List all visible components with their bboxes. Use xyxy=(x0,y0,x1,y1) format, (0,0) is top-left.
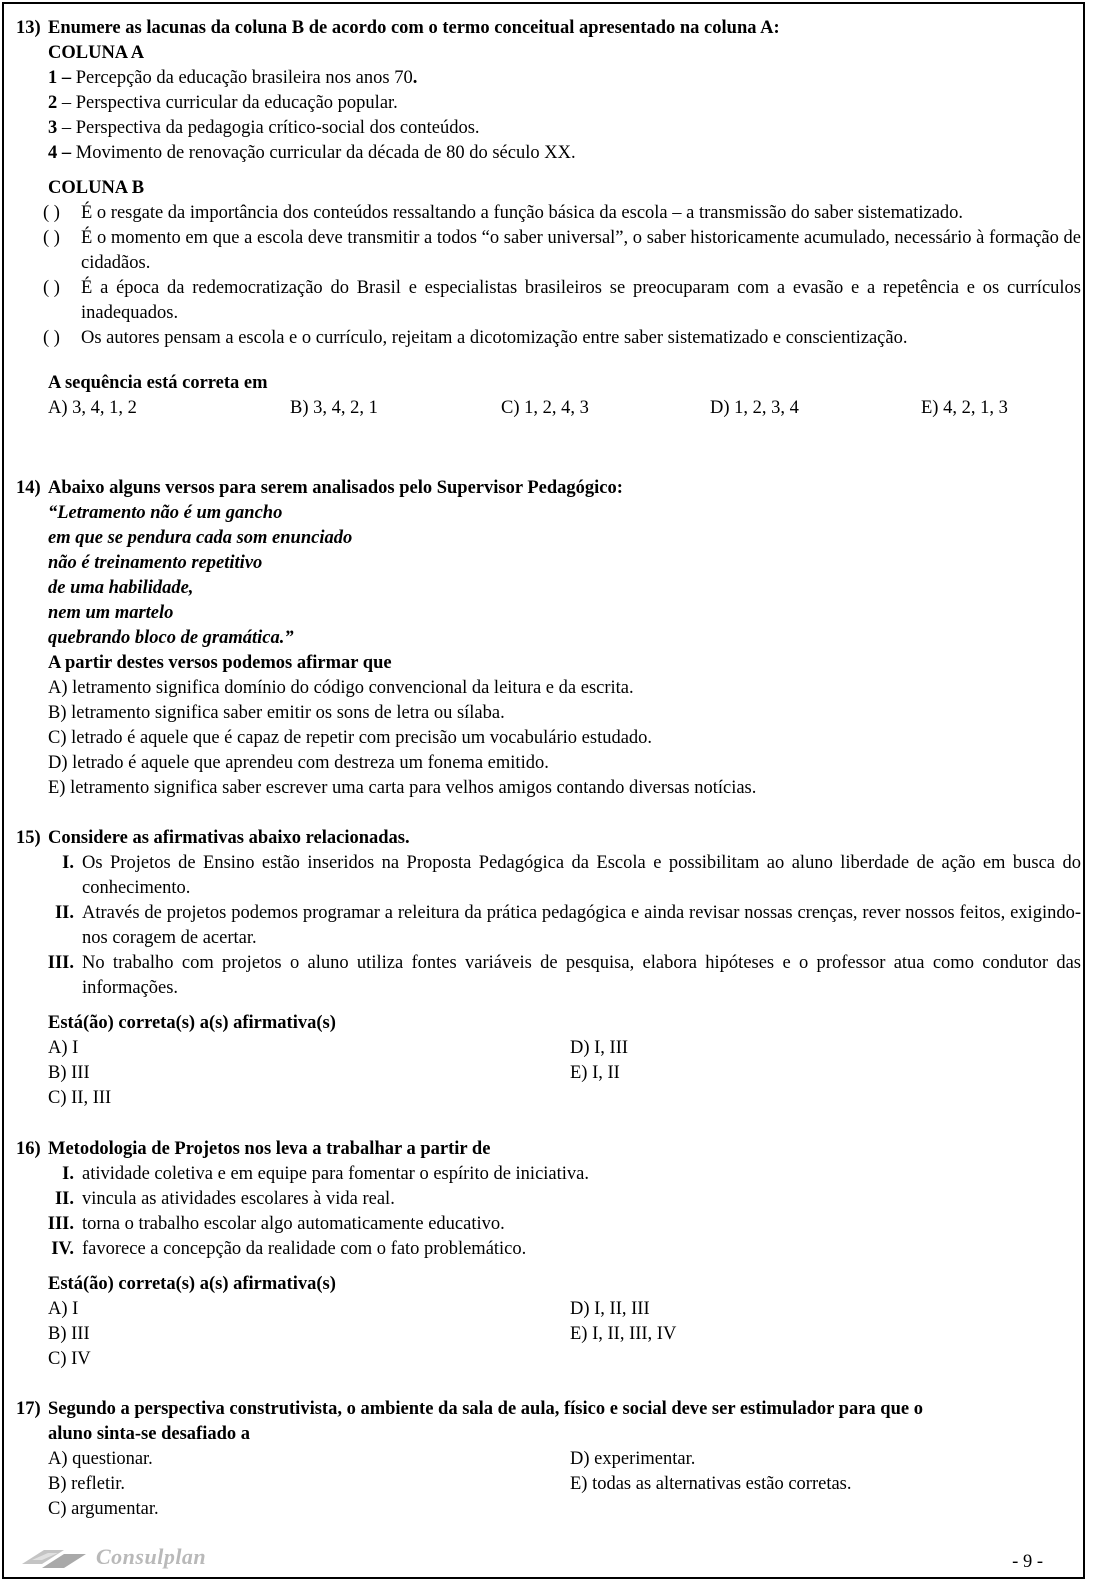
question-15-lead: Está(ão) correta(s) a(s) afirmativa(s) xyxy=(48,1013,336,1033)
question-15-options xyxy=(16,1036,1081,1111)
question-17-stem-cont: aluno sinta-se desafiado a xyxy=(48,1424,250,1444)
question-13 xyxy=(16,16,1081,421)
statement-iii: III. torna o trabalho escolar algo automaticamente educativo. xyxy=(47,1214,505,1234)
question-16 xyxy=(16,1137,1081,1372)
question-17 xyxy=(16,1397,1081,1522)
exam-page xyxy=(2,2,1085,1579)
option-e[interactable]: E) 4, 2, 1, 3 xyxy=(921,398,1008,418)
question-16-stem: 16) Metodologia de Projetos nos leva a trabalhar a partir de xyxy=(16,1139,491,1159)
option-a[interactable]: A) I xyxy=(48,1299,79,1319)
question-13-options xyxy=(16,396,1081,421)
option-b[interactable]: B) III xyxy=(48,1324,90,1344)
question-14 xyxy=(16,476,1081,801)
statement-iii: III. No trabalho com projetos o aluno utiliza fontes variáveis de pesquisa, elabora hipóteses e o professor atua como condutor das informações. xyxy=(47,953,1081,998)
option-d[interactable]: D) experimentar. xyxy=(570,1449,696,1469)
option-e[interactable]: E) todas as alternativas estão corretas. xyxy=(570,1474,852,1494)
question-15-stem: 15) Considere as afirmativas abaixo relacionadas. xyxy=(16,828,410,848)
option-a[interactable]: A) letramento significa domínio do código convencional da leitura e da escrita. xyxy=(48,678,634,698)
option-b[interactable]: B) III xyxy=(48,1063,90,1083)
page-number: - 9 - xyxy=(1012,1552,1043,1572)
coluna-a-item: 1 – Percepção da educação brasileira nos anos 70. xyxy=(48,68,418,88)
option-b[interactable]: B) letramento significa saber emitir os sons de letra ou sílaba. xyxy=(48,703,505,723)
verse-line: nem um martelo xyxy=(48,603,174,623)
option-c[interactable]: C) IV xyxy=(48,1349,91,1369)
statement-ii: II. vincula as atividades escolares à vida real. xyxy=(54,1189,395,1209)
option-d[interactable]: D) letrado é aquele que aprendeu com destreza um fonema emitido. xyxy=(48,753,549,773)
coluna-b-item: ( ) Os autores pensam a escola e o currículo, rejeitam a dicotomização entre saber sistematizado e conscientização. xyxy=(43,328,908,348)
coluna-a-item: 3 – Perspectiva da pedagogia crítico-social dos conteúdos. xyxy=(48,118,480,138)
statement-i: I. Os Projetos de Ensino estão inseridos na Proposta Pedagógica da Escola e possibilitam ao aluno liberdade de ação em busca do conhecimento. xyxy=(62,853,1081,898)
sequence-title: A sequência está correta em xyxy=(48,373,268,393)
option-c[interactable]: C) II, III xyxy=(48,1088,112,1108)
option-a[interactable]: A) I xyxy=(48,1038,79,1058)
consulplan-wordmark: Consulplan xyxy=(96,1544,207,1569)
coluna-a-item: 4 – Movimento de renovação curricular da década de 80 do século XX. xyxy=(48,143,576,163)
verse-line: não é treinamento repetitivo xyxy=(48,553,263,573)
option-d[interactable]: D) I, III xyxy=(570,1038,629,1058)
option-c[interactable]: C) letrado é aquele que é capaz de repetir com precisão um vocabulário estudado. xyxy=(48,728,653,748)
option-d[interactable]: D) 1, 2, 3, 4 xyxy=(710,398,799,418)
option-e[interactable]: E) I, II xyxy=(570,1063,620,1083)
verse-line: quebrando bloco de gramática.” xyxy=(48,628,294,648)
consulplan-logo xyxy=(18,1542,238,1576)
statement-i: I. atividade coletiva e em equipe para fomentar o espírito de iniciativa. xyxy=(62,1164,589,1184)
option-e[interactable]: E) I, II, III, IV xyxy=(570,1324,677,1344)
question-15 xyxy=(16,826,1081,1111)
option-a[interactable]: A) questionar. xyxy=(48,1449,153,1469)
question-16-options xyxy=(16,1297,1081,1372)
coluna-a-title: COLUNA A xyxy=(48,43,145,63)
question-14-lead: A partir destes versos podemos afirmar que xyxy=(48,653,392,673)
option-c[interactable]: C) 1, 2, 4, 3 xyxy=(501,398,589,418)
option-a[interactable]: A) 3, 4, 1, 2 xyxy=(48,398,137,418)
consulplan-logo-icon xyxy=(18,1544,90,1574)
coluna-b-item: ( ) É o momento em que a escola deve transmitir a todos “o saber universal”, o saber historicamente acumulado, necessário à formação de cidadãos. xyxy=(43,228,1081,273)
option-b[interactable]: B) 3, 4, 2, 1 xyxy=(290,398,378,418)
coluna-b-title: COLUNA B xyxy=(48,178,145,198)
coluna-b-item: ( ) É o resgate da importância dos conteúdos ressaltando a função básica da escola – a transmissão do saber sistematizado. xyxy=(43,203,964,223)
coluna-b-item: ( ) É a época da redemocratização do Brasil e especialistas brasileiros se preocuparam com a evasão e a repetência e os currículos inadequados. xyxy=(43,278,1081,323)
question-17-options xyxy=(16,1447,1081,1522)
coluna-a-item: 2 – Perspectiva curricular da educação popular. xyxy=(48,93,398,113)
question-16-lead: Está(ão) correta(s) a(s) afirmativa(s) xyxy=(48,1274,336,1294)
option-b[interactable]: B) refletir. xyxy=(48,1474,126,1494)
option-e[interactable]: E) letramento significa saber escrever uma carta para velhos amigos contando diversas notícias. xyxy=(48,778,757,798)
verse-line: “Letramento não é um gancho xyxy=(48,503,283,523)
option-d[interactable]: D) I, II, III xyxy=(570,1299,650,1319)
verse-line: de uma habilidade, xyxy=(48,578,194,598)
question-17-stem: 17) Segundo a perspectiva construtivista, o ambiente da sala de aula, físico e social deve ser estimulador para que o xyxy=(16,1399,923,1419)
statement-ii: II. Através de projetos podemos programar a releitura da prática pedagógica e ainda revisar nossas crenças, rever nossos feitos, exigindo-nos coragem de acertar. xyxy=(54,903,1081,948)
question-13-stem: 13) Enumere as lacunas da coluna B de acordo com o termo conceitual apresentado na coluna A: xyxy=(16,18,780,38)
statement-iv: IV. favorece a concepção da realidade com o fato problemático. xyxy=(51,1239,527,1259)
question-14-stem: 14) Abaixo alguns versos para serem analisados pelo Supervisor Pedagógico: xyxy=(16,478,623,498)
option-c[interactable]: C) argumentar. xyxy=(48,1499,159,1519)
verse-line: em que se pendura cada som enunciado xyxy=(48,528,353,548)
